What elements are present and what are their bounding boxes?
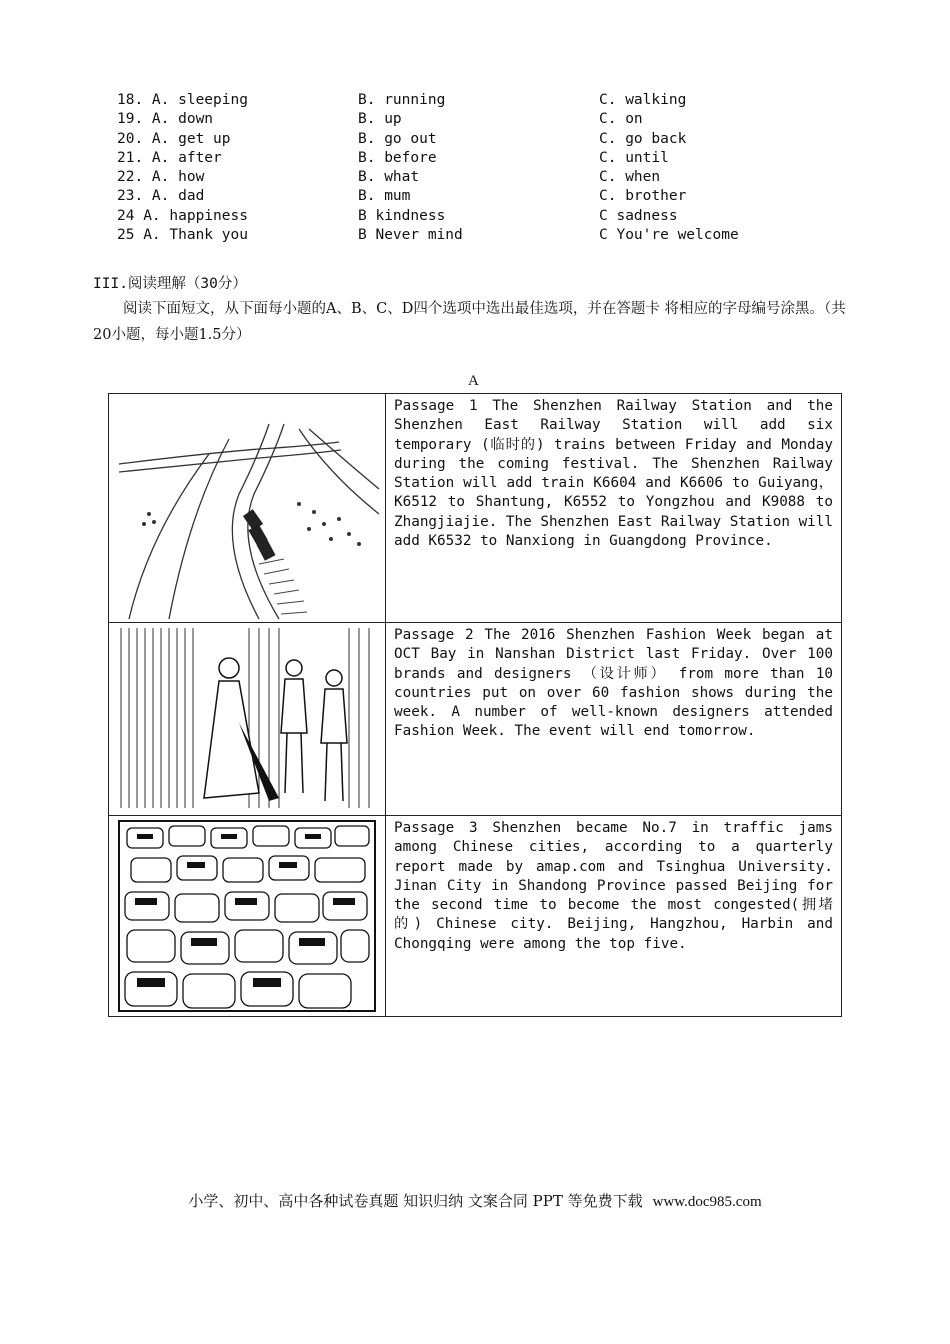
footer-text: 小学、初中、高中各种试卷真题 知识归纳 文案合同 PPT 等免费下载 — [188, 1192, 643, 1210]
option-b: B. what — [358, 169, 420, 186]
option-a: 22. A. how — [117, 169, 205, 186]
option-row — [117, 149, 837, 168]
passage-1-text: Passage 1 The Shenzhen Railway Station and the Shenzhen East Railway Station will add six temporary (临时的) trains between Friday and Monday during the coming festival. The Shenzhen Railway Station will add train K6604 and K6606 to Guiyang， K6512 to Shantung, K6552 to Yongzhou and K9088 to Zhangjiajie. The Shenzhen East Railway Station will add K6532 to Nanxiong in Guangdong Province. — [386, 394, 842, 623]
option-b: B kindness — [358, 207, 446, 224]
passage-row — [109, 623, 842, 816]
footer-url[interactable]: www.doc985.com — [652, 1194, 762, 1210]
railway-illustration — [109, 394, 386, 623]
traffic-jam-icon — [109, 816, 385, 1016]
option-row — [117, 226, 837, 245]
fashion-illustration — [109, 623, 386, 816]
option-a: 21. A. after — [117, 149, 222, 166]
option-b: B. mum — [358, 188, 411, 205]
option-a: 24 A. happiness — [117, 207, 248, 224]
section-instructions: 阅读下面短文，从下面每小题的A、B、C、D四个选项中选出最佳选项，并在答题卡 将相应的字母编号涂黑。（共20小题，每小题1.5分） — [93, 301, 846, 343]
option-b: B. before — [358, 149, 437, 166]
passages-table — [108, 393, 842, 1017]
option-c: C You're welcome — [599, 227, 739, 244]
option-c: C. brother — [599, 188, 687, 205]
option-a: 19. A. down — [117, 111, 214, 128]
passage-3-text: Passage 3 Shenzhen became No.7 in traffic jams among Chinese cities, according to a quarterly report made by amap.com and Tsinghua University. Jinan City in Shandong Province passed Beijing for the second time to become the most congested(拥堵 的) Chinese city. Beijing, Hangzhou, Harbin and Chongqing were among the top five. — [386, 816, 842, 1017]
option-c: C. until — [599, 149, 669, 166]
passage-row — [109, 816, 842, 1017]
option-c: C sadness — [599, 207, 678, 224]
option-row — [117, 187, 837, 206]
option-a: 18. A. sleeping — [117, 92, 248, 108]
option-row — [117, 130, 837, 149]
answer-options — [117, 91, 837, 245]
option-row — [117, 91, 837, 110]
option-c: C. go back — [599, 130, 687, 147]
traffic-illustration — [109, 816, 386, 1017]
option-b: B. go out — [358, 130, 437, 147]
option-c: C. on — [599, 111, 643, 128]
page-footer — [0, 1190, 950, 1211]
train-icon — [109, 394, 385, 622]
fashion-show-icon — [109, 623, 385, 815]
option-c: C. when — [599, 169, 661, 186]
option-a: 20. A. get up — [117, 130, 231, 147]
option-c: C. walking — [599, 92, 687, 108]
option-row — [117, 110, 837, 129]
option-a: 23. A. dad — [117, 188, 205, 205]
option-b: B. running — [358, 92, 446, 108]
section-title: III.阅读理解（30分） — [93, 276, 247, 292]
passage-letter: A — [468, 373, 479, 389]
option-row — [117, 207, 837, 226]
option-row — [117, 168, 837, 187]
option-a: 25 A. Thank you — [117, 227, 248, 244]
passage-2-text: Passage 2 The 2016 Shenzhen Fashion Week began at OCT Bay in Nanshan District last Friday. Over 100 brands and designers （设计师） from more than 10 countries put on over 60 fashion shows during the week. A number of well-known designers attended Fashion Week. The event will end tomorrow. — [386, 623, 842, 816]
option-b: B Never mind — [358, 227, 463, 244]
option-b: B. up — [358, 111, 402, 128]
passage-row — [109, 394, 842, 623]
